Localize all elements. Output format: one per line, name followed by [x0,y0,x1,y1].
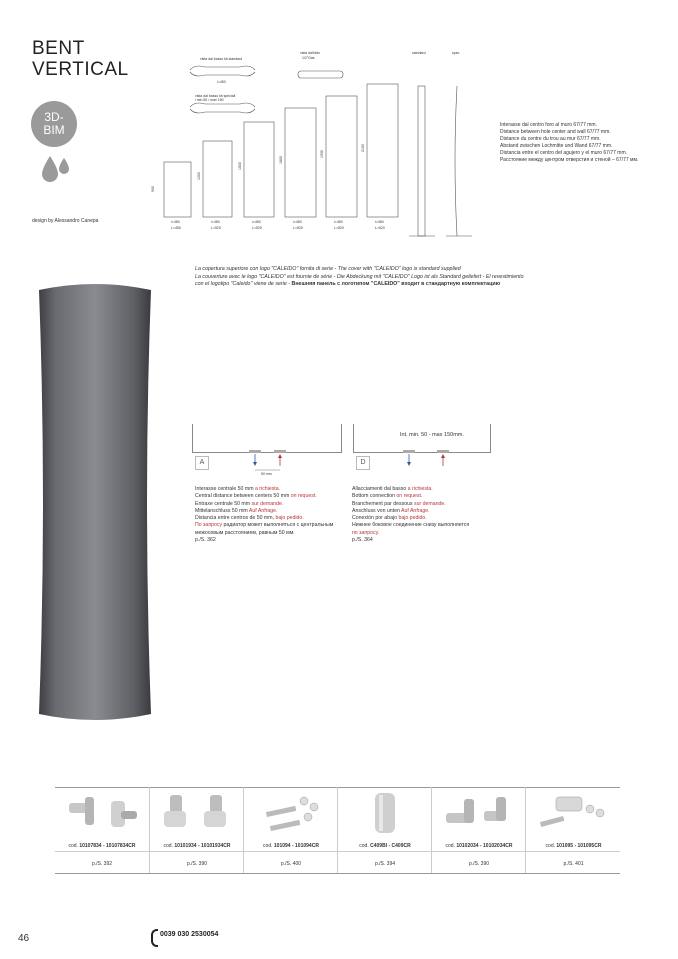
valve-icon [55,789,149,837]
bim-badge[interactable] [31,101,77,147]
wall-distance-spec [500,122,638,164]
accessory-page: p./S. 390 [468,861,489,867]
designer-credit: design by Alessandro Canepa [32,218,99,224]
connection-d-text [352,486,502,544]
text-line: Distancia entre centros de 50 mm, bajo pedido. [195,515,304,522]
width-label-1: i=450 [171,220,180,224]
connection-d-label: D [356,456,370,470]
standard-view-label: vista dal basso kit standard [200,57,243,61]
accessory-item[interactable] [55,787,149,873]
spec-line: Расстояние между центром отверстия и стеной – 67/77 мм. [500,157,639,163]
cover-note-line-3: con el logotipo "Caleido" viene de serie - Внешняя панель с логотипом "CALEIDO" входит в стандартную комплектацию [195,281,501,287]
l-label-1: L=450 [171,226,181,230]
bim-badge-line-1: 3D- [44,110,64,124]
width-label-4: i=450 [293,220,302,224]
text-line: Interasse centrale 50 mm a richiesta. [195,486,281,492]
special-view-label: vista dal basso kit speciali [195,94,236,98]
text-line: межосевым расстоянием, равным 50 мм. [195,529,295,536]
l-label-5: L=520 [334,226,344,230]
width-label-3: i=450 [252,220,261,224]
l-label-4: L=520 [293,226,303,230]
accessory-item[interactable] [243,787,338,873]
column-standard-label: standard [412,51,426,55]
accessory-item[interactable] [337,787,432,873]
title-line-2: VERTICAL [32,59,129,80]
text-line: Conexión por abajo bajo pedido. [352,515,427,522]
accessory-page: p./S. 401 [563,861,584,867]
connection-d-note: Int. min. 50 - max 150mm. [400,432,464,438]
connection-d-diagram [353,424,491,453]
l-label-2: L=520 [211,226,221,230]
accessory-page: p./S. 400 [280,861,301,867]
valve-kit-icon [432,789,526,837]
water-drops-icon [38,152,72,186]
height-label-900: 900 [151,186,155,192]
spec-line: Distancia entre el centro del agujero y el muro 67/77 mm. [500,150,628,156]
accessory-page: p./S. 390 [186,861,207,867]
accessory-item[interactable] [525,787,621,873]
spec-line: Distance between hole center and wall 67/77 mm. [500,129,611,135]
accessory-code: cod. 101095 - 101095CR [545,843,602,849]
connection-a-label: A [195,456,209,470]
text-line: Entraxe centrale 50 mm sur demande. [195,500,284,507]
width-label-5: i=450 [334,220,343,224]
accessories-table [55,787,620,873]
connection-d-pipes [399,450,459,480]
text-line: Mittelanschluss 50 mm Auf Anfrage. [195,507,278,514]
fitting-kit-icon [244,789,338,837]
l-label-6: L=520 [375,226,385,230]
connection-a-text [195,486,345,544]
page-number: 46 [18,933,30,944]
connection-kit-icon [526,789,621,837]
text-line: Нижнее боковое соединение снизу выполняется [352,522,470,529]
text-line: Branchement par dessous sur demande. [352,500,446,507]
accessory-item[interactable] [149,787,244,873]
spec-line: Distance du centre du trou au mur 67/77 mm. [500,136,601,142]
height-label-2100: 2100 [361,144,365,152]
top-view-label: vista dall'alto [300,51,320,55]
width-label-6: i=450 [375,220,384,224]
cover-note-line-1: La copertura superiore con logo "CALEIDO" fornita di serie - The cover with "CALEIDO" logo is standard supplied [195,266,461,272]
page-ref: p./S. 362 [195,537,216,544]
bim-badge-line-2: BIM [43,123,65,137]
angle-valve-icon [150,789,244,837]
accessory-page: p./S. 394 [374,861,395,867]
spec-line: Abstand zwischen Lochmitte und Wand 67/77 mm. [500,143,613,149]
phone-icon [151,929,158,947]
connection-a-pipes [244,450,304,480]
column-special-label: spec [452,51,460,55]
thermostatic-head-icon [338,789,432,837]
accessory-code: cod. 10102034 - 10102034CR [445,843,513,849]
connection-a-diagram [192,424,342,453]
text-line: Allacciamenti dal basso a richiesta. [352,486,433,492]
accessory-code: cod. 101094 - 101094CR [263,843,319,849]
width-label-2: i=450 [211,220,220,224]
cover-note-line-2: La couverture avec le logo "CALEIDO" est fournie de série - Die Abdeckung mit "CALEIDO" Logo ist als Standard geliefert - El revestimiento [195,273,524,280]
height-labels [151,144,365,192]
accessory-page: p./S. 392 [91,861,112,867]
text-line: по запросу. [352,529,380,536]
radiator-product-image [35,282,155,722]
title-line-1: BENT [32,38,85,59]
accessories-bottom-rule [55,873,620,874]
height-label-1800: 1800 [279,156,283,164]
accessory-code: cod. 10107834 - 10107834CR [68,843,136,849]
text-line: Bottom connection on request. [352,493,423,500]
l-label-3: L=520 [252,226,262,230]
width-labels [171,220,385,230]
page-ref: p./S. 364 [352,537,373,544]
standard-view-dim: i=450 [217,80,226,84]
accessory-code: cod. 10101934 - 10101934CR [163,843,231,849]
page-title [32,38,129,80]
spec-line: Interasse dal centro foro al muro 67/77 mm. [500,122,597,128]
top-view-dim: 1/2"Gas [302,56,315,60]
height-label-1200: 1200 [197,172,201,180]
special-view-dim: i min 50 / max 150 [195,98,224,102]
cover-note [195,266,525,289]
height-label-1930: 1930 [320,150,324,158]
text-line: Anschluss von unten Auf Anfrage. [352,507,430,514]
technical-drawings [145,40,460,245]
height-label-1500: 1500 [238,162,242,170]
text-line: По запросу радиатор может выполняться с центральным [195,522,334,529]
phone-number[interactable]: 0039 030 2530054 [160,931,219,938]
accessory-item[interactable] [431,787,526,873]
accessory-code: cod. C409BI - C409CR [359,843,411,849]
text-line: Central distance between centers 50 mm on request. [195,493,317,500]
connection-a-dim: 50 mm [261,472,272,476]
